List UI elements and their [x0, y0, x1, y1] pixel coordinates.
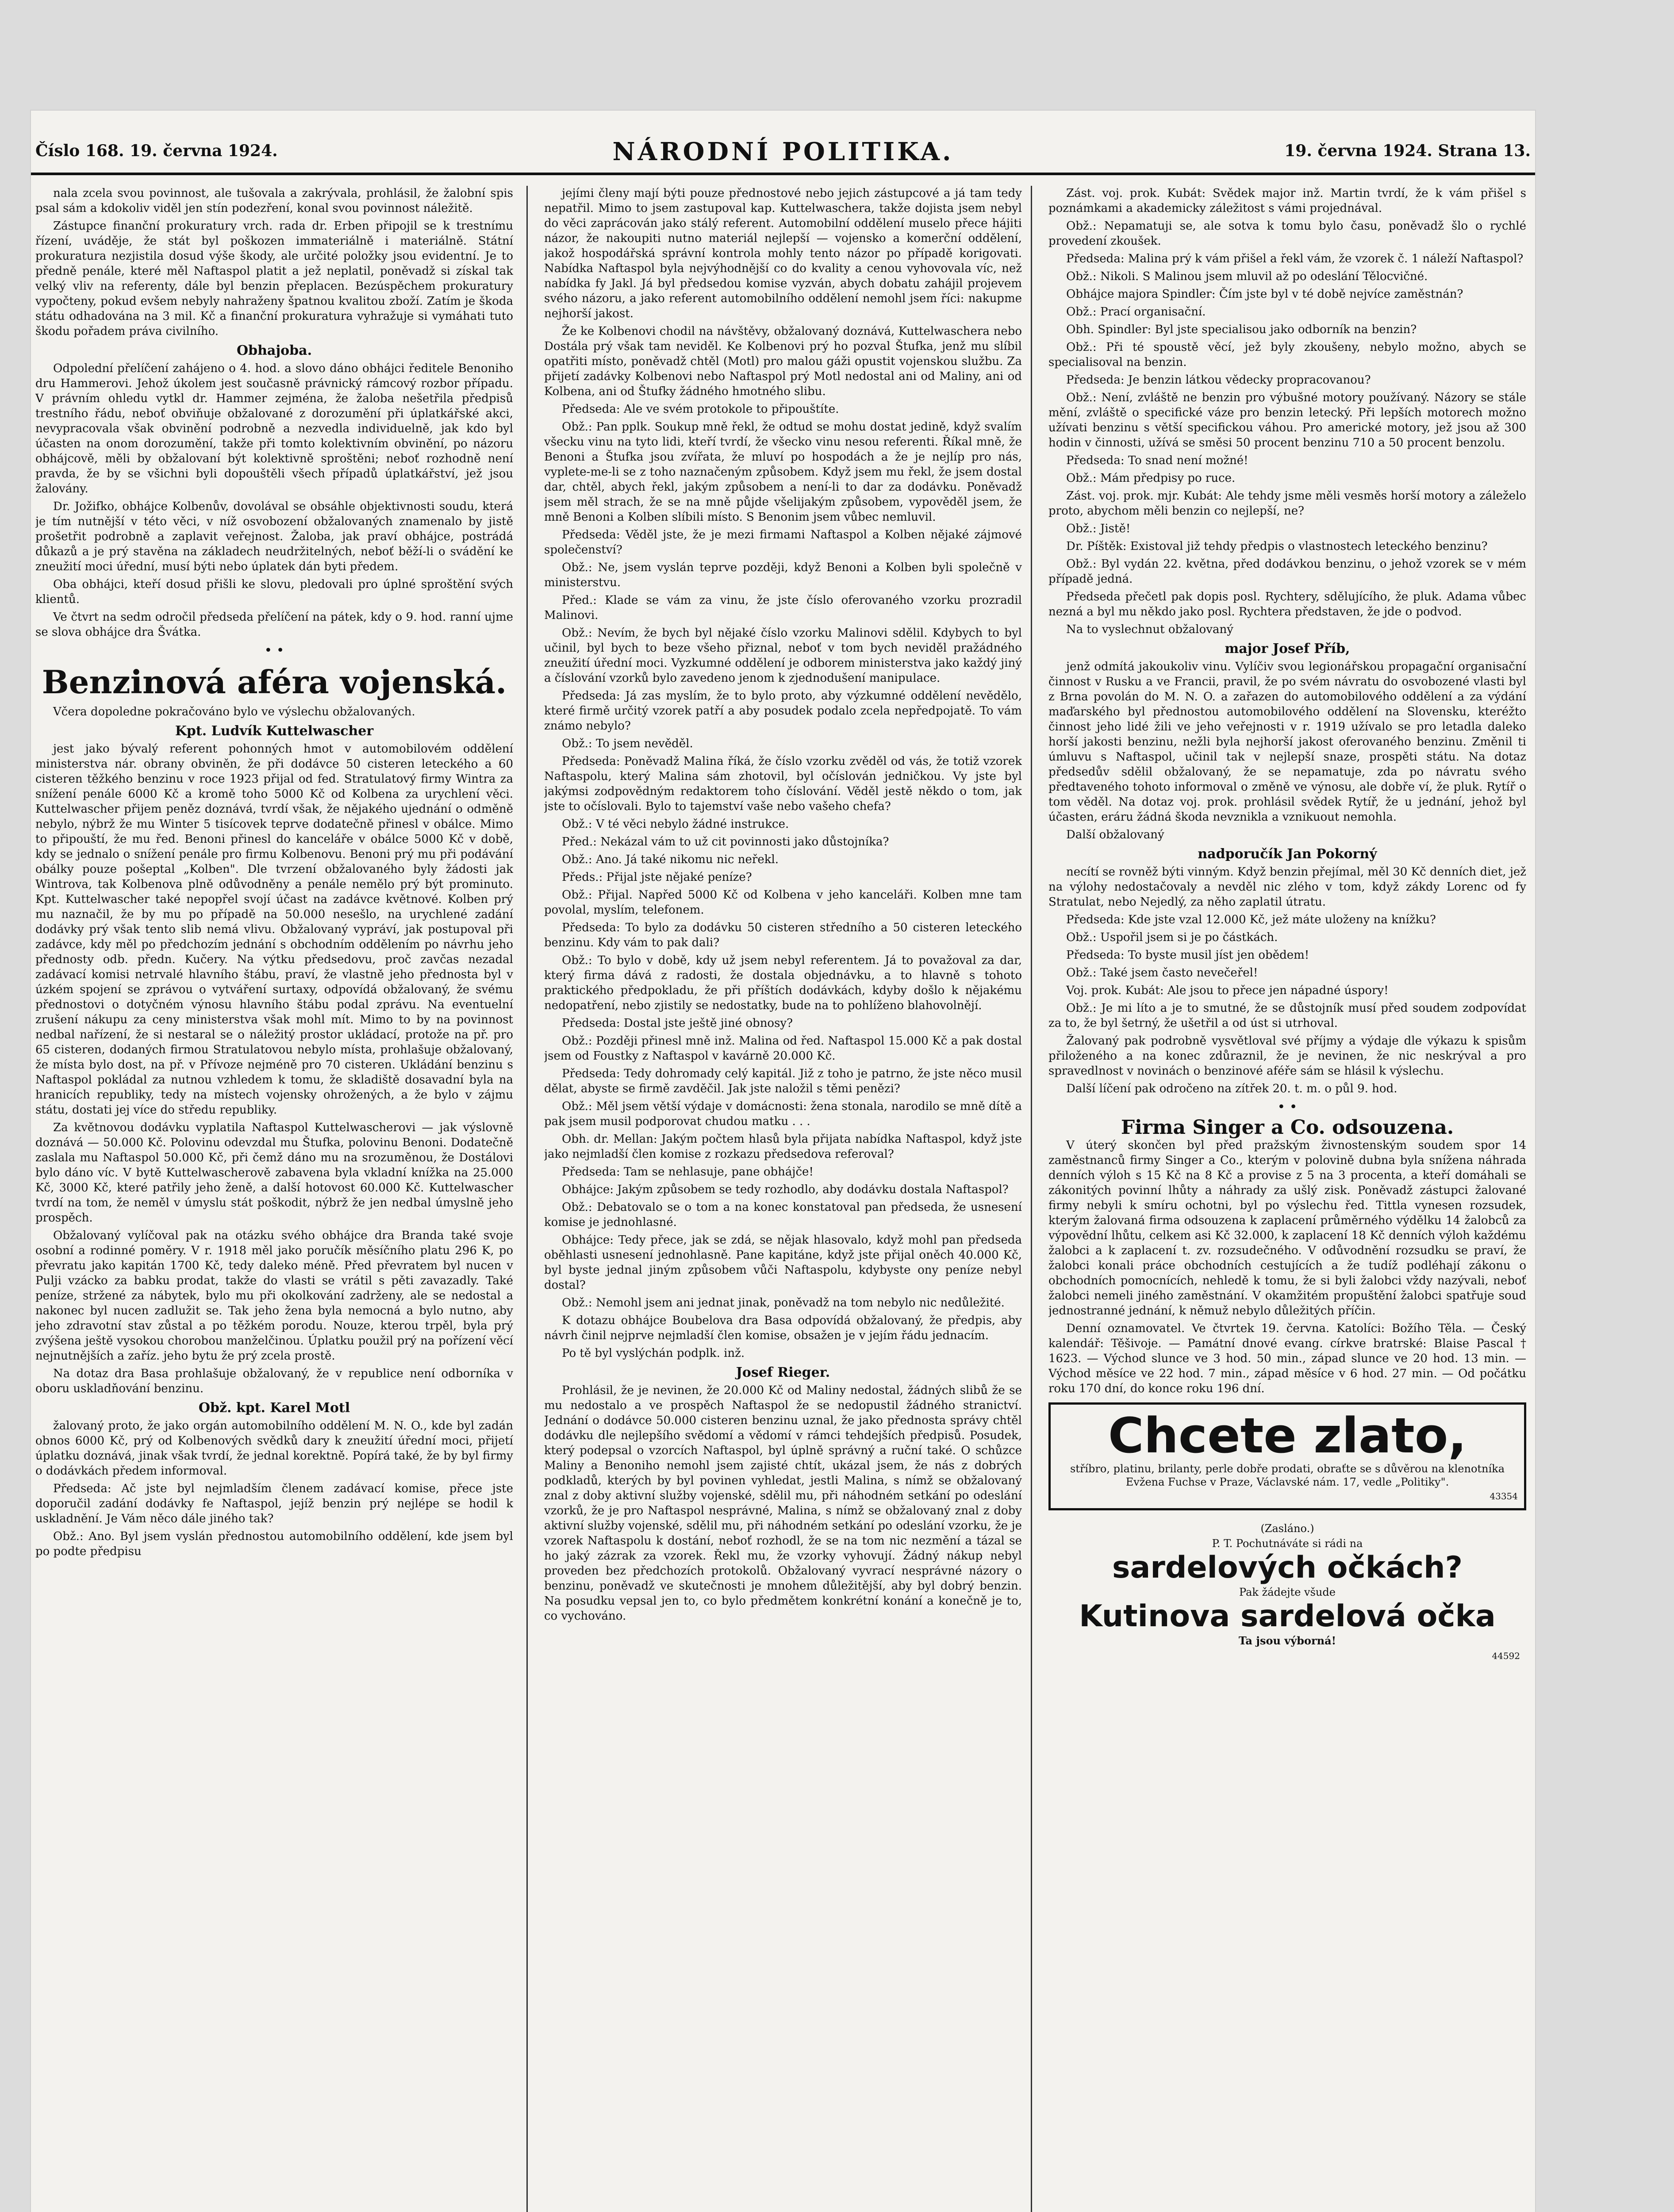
- paragraph: Po tě byl vyslýchán podplk. inž.: [562, 1347, 745, 1360]
- column-3: [1048, 186, 1526, 2212]
- paragraph: Obž.: Při té spoustě věcí, jež byly zkoušeny, nebylo možno, abych se specialisoval na benzin.: [1048, 341, 1526, 369]
- subheading-obhajoba: Obhajoba.: [236, 343, 312, 358]
- paragraph: Obž.: Pan pplk. Soukup mně řekl, že odtud se mohu dostat jedině, když svalím všecku vinu na tyto lidi, kteří tvrdí, že všecko vinu nesou referenti. Říkal mně, že Benoni a Štufka jsou zvířata, že mluví po hospodách a že je nejlíp pro nás, vyplete-me-li se z toho naznačeným způsobem. Když jsem mu řekl, že jsem dostal dar, chtěl, abych řekl, jakým způsobem a není-li to dar za dodávku. Poněvadž jsem měl strach, že se na mně půjde všelijakým způsobem, vypověděl jsem, že mně Benoni a Kolben slíbili místo. S Benonim jsem vůbec nemluvil.: [544, 420, 1022, 524]
- paragraph: Obž.: Přijal. Napřed 5000 Kč od Kolbena v jeho kanceláři. Kolben mne tam povolal, myslím, telefonem.: [544, 888, 1022, 917]
- paragraph: Obž.: To jsem nevěděl.: [562, 737, 693, 750]
- paragraph: Žalovaný pak podrobně vysvětloval své příjmy a výdaje dle výkazu k spisům přiloženého a na konec zdůraznil, že je nevinen, že nic neskrýval a pro spravedlnost v novinách o benzinové aféře sám se hlásil k výslechu.: [1048, 1034, 1526, 1078]
- ad-number: 43354: [1490, 1491, 1518, 1502]
- paragraph: Předseda: Tedy dohromady celý kapitál. Již z toho je patrno, že jste něco musil dělat, abyste se firmě zavděčil. Jak jste naložil s těmi penězi?: [544, 1067, 1022, 1095]
- paragraph: Obž.: Ne, jsem vyslán teprve později, když Benoni a Kolben byli společně v ministerstvu.: [544, 561, 1022, 589]
- paragraph: Další líčení pak odročeno na zítřek 20. t. m. o půl 9. hod.: [1066, 1082, 1398, 1095]
- paragraph: K dotazu obhájce Boubelova dra Basa odpovídá obžalovaný, že předpis, aby návrh činil nejprve nejmladší člen komise, obsažen je v jejím řádu jednacím.: [544, 1314, 1022, 1342]
- paragraph: Předseda: Malina prý k vám přišel a řekl vám, že vzorek č. 1 náleží Naftaspol?: [1066, 252, 1524, 265]
- paragraph: Obž.: Nemohl jsem ani jednat jinak, poněvadž na tom nebylo nic nedůležité.: [562, 1296, 1005, 1310]
- paragraph: jest jako bývalý referent pohonných hmot v automobilovém oddělení ministerstva nár. obrany obviněn, že při dodávce 50 cisteren leteckého a 60 cisteren těžkého benzinu v roce 1923 přijal od fed. Stratulatový firmy Wintra za snížení penále 6000 Kč a kromě toho 5000 Kč od Kolbena za urychlení věci. Kuttelwascher přijem peněz doznává, tvrdí však, že nějakého ujednání o odměně nebylo, nýbrž že mu Winter 5 tisícovek teprve dodatečně přinesl v obálce. Mimo to připouští, že mu řed. Benoni přinesl do kanceláře v obálce 5000 Kč v době, kdy se jednalo o snížení penále pro firmu Kolbenovu. Benoni prý mu při podávání obálky pouze pošeptal „Kolben". Dle tvrzení obžalovaného byly žádosti jak Wintrova, tak Kolbenova plně odůvodněny a penále nemělo prý být prominuto. Kpt. Kuttelwascher také nepopřel svojí účast na zadávce květnové. Kolben prý mu naznačil, že by mu po případě na 50.000 nesešlo, na urychlené zadání dodávky prý však tento slib nemá vlivu. Obžalovaný vypráví, jak postupoval při zadávce, kdy měl po předchozím jednání s obchodním oddělením po návrhu jeho přednosty odb. předn. Kučery. Na výtku předsedovu, proč zavčas nezadal zadávací komisi netrvalé hlavního štábu, praví, že vlastně jeho přednosta byl v úzkém spojení se zprávou o vytváření surtaxy, odpovídá obžalovaný, že svému přednostovi o dotyčném výnosu hlavního štábu podal zprávu. Na eventuelní zrušení nákupu za ceny ministerstva však mohl mít. Mimo to by na povinnost nedbal nařízení, že si nestaral se o náležitý prostor ukládací, protože na př. pro 65 cisteren, dodaných firmou Stratulatovou nebylo místa, prohlašuje obžalovaný, že místa bylo dost, na př. v Přívoze nejméně pro 70 cisteren. Ukládání benzinu s Naftaspol pokládal za nutnou vzhledem k tomu, že skladiště dosavadní byla na hranicích republiky, tedy na místech vojensky ohrožených, a že bylo v zájmu státu, dostati jej více do středu republiky.: [35, 742, 513, 1117]
- paragraph: Obž.: Byl vydán 22. května, před dodávkou benzinu, o jehož vzorek se v mém případě jedná.: [1048, 557, 1526, 586]
- paragraph: Obž.: Také jsem často nevečeřel!: [1066, 966, 1258, 979]
- paragraph: Na to vyslechnut obžalovaný: [1066, 623, 1233, 636]
- daily-notice: Denní oznamovatel. Ve čtvrtek 19. června. Katolíci: Božího Těla. — Český kalendář: Těšivoje. — Památní dnové evang. církve bratrské: Blaise Pascal † 1623. — Východ slunce ve 3 hod. 50 min., západ slunce ve 20 hod. 13 min. — Východ měsíce ve 22 hod. 7 min., západ měsíce v 6 hod. 27 min. — Od počátku roku 170 dní, do konce roku 196 dní.: [1048, 1322, 1526, 1395]
- paragraph: Na dotaz dra Basa prohlašuje obžalovaný, že v republice není odborníka v oboru uskladňování benzinu.: [35, 1367, 513, 1395]
- paragraph: Obž.: Není, zvláště ne benzin pro výbušné motory používaný. Názory se stále mění, zvláště o specifické váze pro benzin letecký. Při lepších motorech možno užívati benzinu s větší specifickou váhou. Pro americké motory, jež jsou až 300 hodin v činnosti, užívá se směsi 50 procent benzinu 710 a 50 procent benzolu.: [1048, 391, 1526, 449]
- paragraph: V úterý skončen byl před pražským živnostenským soudem spor 14 zaměstnanců firmy Singer a Co., kterým v polovině dubna byla snížena náhrada denních výloh s 15 Kč na 8 Kč a provise z 5 na 3 procenta, a kteří domáhali se zákonitých povinní lhůty a náhrady za ušlý zisk. Poněvadž zástupci žalované firmy nebyli k smíru ochotni, byl po výslechu řed. Tittla vynesen rozsudek, kterým žalovaná firma odsouzena k zaplacení průměrného výdělku 14 žalobců za výpovědní lhůtu, celkem asi Kč 32.000, k zaplacení 18 Kč denních výloh každému žalobci a k zaplacení t. zv. rozsudečného. V odůvodnění rozsudku se praví, že žalobci konali práce obchodních cestujících a že tudíž podléhají zákonu o obchodních pomocnících, nehledě k tomu, že si byli žalobci vždy nazývali, neboť žalobci nemeli jiného zaměstnání. V okamžitém propuštění žalobci spatřuje soud jednostranné jednání, k němuž nebylo důležitých příčin.: [1048, 1139, 1526, 1317]
- paragraph: Před.: Klade se vám za vinu, že jste číslo oferovaného vzorku prozradil Malinovi.: [544, 594, 1022, 622]
- paragraph: Zást. voj. prok. Kubát: Svědek major inž. Martin tvrdí, že k vám přišel s poznámkami a akademicky záležitost s vámi projednával.: [1048, 187, 1526, 215]
- paragraph: Obž.: Je mi líto a je to smutné, že se důstojník musí před soudem zodpovídat za to, že byl šetrný, že ušetřil a od úst si utrhoval.: [1048, 1002, 1526, 1030]
- paragraph: Obž.: Ano. Byl jsem vyslán přednostou automobilního oddělení, kde jsem byl po podte předpisu: [35, 1530, 513, 1558]
- paragraph: Oba obhájci, kteří dosud přišli ke slovu, pledovali pro úplné sproštění svých klientů.: [35, 578, 513, 606]
- paragraph: Obžalovaný vylíčoval pak na otázku svého obhájce dra Branda také svoje osobní a rodinné poměry. V r. 1918 měl jako poručík měsíčního platu 296 K, po převratu jako kapitán 1700 Kč, tedy daleko méně. Před převratem byl nucen v Pulji vzácko za babku prodat, takže do vlasti se vrátil s pěti zavazadly. Také peníze, stržené za nábytek, bylo mu při okolkování zadrženy, ale se nedostal a nakonec byl nucen zadlužit se. Tak jeho žena byla nemocná a bylo nutno, aby jeho zdravotní stav zůstal a po těžkém porodu. Nouze, kterou trpěl, byla prý zvýšena ještě vysokou chorobou manželčinou. Úplatku použil prý na pořízení věcí nejnutnějších a zaříz. jeho bytu že prý zcela prostě.: [35, 1229, 513, 1363]
- paragraph: Obž.: Ano. Já také nikomu nic neřekl.: [562, 853, 779, 866]
- paragraph: Včera dopoledne pokračováno bylo ve výslechu obžalovaných.: [53, 705, 415, 718]
- paragraph: Obhájce: Jakým způsobem se tedy rozhodlo, aby dodávku dostala Naftaspol?: [562, 1183, 1009, 1196]
- column-divider: [1031, 186, 1032, 2212]
- article-title-singer: Firma Singer a Co. odsouzena.: [1121, 1116, 1454, 1139]
- paragraph: Předseda: To bylo za dodávku 50 cisteren středního a 50 cisteren leteckého benzinu. Kdy vám to pak dali?: [544, 921, 1022, 949]
- paragraph: Předseda: To byste musil jíst jen obědem!: [1066, 949, 1309, 962]
- paragraph: Obh. Spindler: Byl jste specialisou jako odborník na benzin?: [1066, 323, 1417, 336]
- advertisement-sardines: [1048, 1517, 1526, 1668]
- paragraph: Obž.: Měl jsem větší výdaje v domácnosti: žena stonala, narodilo se mně dítě a pak jsem musil podporovat chudou matku . . .: [544, 1100, 1022, 1128]
- subheading-prib: major Josef Příb,: [1225, 641, 1350, 657]
- paragraph: Předseda: Já zas myslím, že to bylo proto, aby výzkumné oddělení nevědělo, které firmě určitý vzorek patří a aby posudek podalo zcela nepředpojatě. To vám známo nebylo?: [544, 689, 1022, 733]
- paragraph: Obž.: Nevím, že bych byl nějaké číslo vzorku Malinovi sdělil. Kdybych to byl učinil, byl bych to beze všeho přiznal, neboť v tom bych neviděl pražádného zneužití úřední moci. Vyzkumné oddělení je odborem ministerstva jako každý jiný a číslování vzorků bylo zavedeno jenom k zjednodušení manipulace.: [544, 626, 1022, 685]
- paragraph: jejími členy mají býti pouze přednostové nebo jejich zástupcové a já tam tedy nepatřil. Mimo to jsem zastupoval kap. Kuttelwaschera, takže dojista jsem nebyl do věci zaprácován jako stálý referent. Automobilní oddělení muselo přece hájiti názor, že nakoupiti nutno materiál nejlepší — vojensko a komerční oddělení, jakož hospodářská správní kontrola mohly tento názor po případě korigovati. Nabídka Naftaspol byla nejvýhodnější co do kvality a cenou vyhovovala víc, než nabídka fy Jakl. Já byl předsedou komise vyzván, abych dobatu zahájil projevem svého názoru, a jako referent automobilního oddělení nemohl jsem říci: nakupme nejhorší jakost.: [544, 187, 1022, 320]
- subheading-rieger: Josef Rieger.: [736, 1365, 830, 1380]
- paragraph: Obž.: Později přinesl mně inž. Malina od řed. Naftaspol 15.000 Kč a pak dostal jsem od Foustky z Naftaspol v kavárně 20.000 Kč.: [544, 1034, 1022, 1063]
- paragraph: Prohlásil, že je nevinen, že 20.000 Kč od Maliny nedostal, žádných slibů že se mu nedostalo a ve prospěch Naftaspol že se nedopustil žádného stranictví. Jednání o dodávce 50.000 cisteren benzinu uznal, že jako přednosta správy chtěl dodávku dle nejlepšího svědomí a vědomí v rámci tehdejších předpisů. Posudek, který podepsal o vzorcích Naftaspol, byl úplně správný a ruční také. O schůzce Maliny a Benoniho nemohl jsem zajisté chtít, ukázal jsem, že nás z dobrých podkladů, kterých by byl povinen vyhledat, jestli Malina, s nímž se obžalovaný znal z doby aktivní služby vojenské, sdělil mu, při náhodném setkání po odeslání vzorků, že je pro Naftaspol nesprávné, Malina, s nímž se obžalovaný znal z doby aktivní služby vojenské, sdělil mu, při náhodném setkání po odeslání vzorku, že je vzorek Naftaspolu k dostání, neboť rozhodl, že se na tom nic nezmění a tázal se ho jaký zázrak za vzorek. Řekl mu, že vzorky vyhovují. Žádný nákup nebyl proveden bez předchozích protokolů. Obžalovaný vyvrací nesprávné názory o benzinu, poněvadž ve skutečnosti je mnohem důležitější, aby byl dobrý benzin. Na posudku vepsal jen to, co bylo předmětem konkrétní konání a konečně je to, co vychováno.: [544, 1384, 1022, 1623]
- paragraph: Předseda: Poněvadž Malina říká, že číslo vzorku zvěděl od vás, že totiž vzorek Naftaspolu, který Malina sám zhotovil, byl očíslován jedničkou. Vy jste byl jakýmsi zodpovědným redaktorem toho číslování. Věděl jestě někdo o tom, jak jste to očíslovali. Bylo to tajemství vaše nebo vašeho chefa?: [544, 755, 1022, 813]
- column-divider: [526, 186, 528, 2212]
- ad-zaslano: (Zasláno.): [1260, 1522, 1314, 1535]
- paragraph: nala zcela svou povinnost, ale tušovala a zakrývala, prohlásil, že žalobní spis psal sám a kdokoliv viděl jen stín podezření, konal svou povinnost náležitě.: [35, 187, 513, 215]
- paragraph: Obž.: Prací organisační.: [1066, 305, 1206, 319]
- paragraph: Obž.: Uspořil jsem si je po částkách.: [1066, 931, 1278, 944]
- paragraph: necítí se rovněž býti vinným. Když benzin přejímal, měl 30 Kč denních diet, jež na výlohy nedostačovaly a nevděl nic zlého v tom, když zákdy Lorenc od fy Stratulat, nebo Nejedlý, za něho zaplatil útratu.: [1048, 865, 1526, 909]
- masthead: [31, 137, 1535, 175]
- article-title-benzinova-afera: Benzinová aféra vojenská.: [42, 663, 507, 701]
- ad-headline: sardelových očkách?: [1112, 1550, 1463, 1585]
- paragraph: Ve čtvrt na sedm odročil předseda přelíčení na pátek, kdy o 9. hod. ranní ujme se slova obhájce dra Švátka.: [35, 611, 513, 639]
- issue-number: Číslo 168. 19. června 1924.: [35, 142, 278, 160]
- ad-text: stříbro, platinu, brilanty, perle dobře prodati, obraťte se s důvěrou na klenotníka Evžena Fuchse v Praze, Václavské nám. 17, vedle „Politiky".: [1070, 1463, 1505, 1488]
- paragraph: Obž.: Debatovalo se o tom a na konec konstatoval pan předseda, že usnesení komise je jednohlasné.: [544, 1201, 1022, 1229]
- paragraph: Voj. prok. Kubát: Ale jsou to přece jen nápadné úspory!: [1066, 984, 1389, 997]
- date-page: 19. června 1924. Strana 13.: [1284, 142, 1531, 160]
- paragraph: Dr. Jožifko, obhájce Kolbenův, dovolával se obsáhle objektivnosti soudu, která je tím nutnější v této věci, v níž osvobození obžalovaných znamenalo by jistě prošetřit podrobně a zaplavit veřejnost. Žaloba, jak praví obhájce, postrádá důkazů a je prý stavěna na základech neudržitelných, neboť běží-li o svádění ke zneužití moci úřední, musí býti nebo úplatek dán byti předem.: [35, 500, 513, 573]
- ad-lead: P. T. Pochutnáváte si rádi na: [1212, 1537, 1363, 1550]
- paragraph: Obhájce: Tedy přece, jak se zdá, se nějak hlasovalo, když mohl pan předseda oběhlasti usnesení jednohlasně. Pane kapitáne, když jste přijal oněch 40.000 Kč, byl byste jednal jiným způsobem vůči Naftaspolu, kdybyste ony peníze nebyl dostal?: [544, 1233, 1022, 1292]
- paragraph: Obž.: Jistě!: [1066, 522, 1131, 535]
- paragraph: Další obžalovaný: [1066, 828, 1164, 841]
- paragraph: jenž odmítá jakoukoliv vinu. Vylíčiv svou legionářskou propagační organisační činnost v Rusku a ve Francii, pravil, že po svém návratu do osvobozené vlasti byl z Brna povolán do M. N. O. a zařazen do automobilového oddělení a za výdání maďarského byl přednostou automobilového oddělení na Slovensku, kteréžto činnost jeho lidé žili ve jeho veřejnosti v r. 1919 užívalo se pro letadla daleko horší jakosti benzinu, nežli byla nejhorší jakost oferovaného benzinu. Změnil ti úmluvu s Naftaspol, učinil tak v nejlepší snaze, prospěti státu. Na dotaz předsedův sdělil obžalovaný, že se nepamatuje, zda po návratu svého předtaveného tohoto informoval o změně ve výnosu, ale dobře ví, že pluk. Rytíř o tom věděl. Na dotaz voj. prok. prohlásil svědek Rytíř, že u jednání, jehož byl účasten, eráru žádná škoda nevznikla a vznikuout nemohla.: [1048, 660, 1526, 824]
- paragraph: Odpolední přelíčení zahájeno o 4. hod. a slovo dáno obhájci ředitele Benoniho dru Hammerovi. Jehož úkolem jest současně právnický rámcový rozbor případu. V právním ohledu vytkl dr. Hammer zejména, že žaloba nešetřila předpisů trestního řádu, neboť obviňuje obžalované z dorozumění při úplatkářské akci, nevypracovala však obvinění podrobně a nezvedla individuelně, jak kdo byl účasten na onom dorozumění, takže při tomto kolektivním obvinění, po názoru obhájcově, měli by obžalovaní být kolektivně sproštěni; neboť rozhodně není pravda, že by se všichni byli dopouštěli všech případů úplatkářství, jež jsou žalovány.: [35, 362, 513, 495]
- paragraph: Předseda: Kde jste vzal 12.000 Kč, jež máte uloženy na knížku?: [1066, 913, 1436, 926]
- paragraph: žalovaný proto, že jako orgán automobilního oddělení M. N. O., kde byl zadán obnos 6000 Kč, prý od Kolbenových svědků dary k zneužití úřední moci, přijetí úplatku doznává, jinak však tvrdí, že jednal korektně. Popírá také, že by byl firmy o dodávkách předem informoval.: [35, 1419, 513, 1478]
- separator: • •: [1277, 1099, 1298, 1115]
- paragraph: Obž.: V té věci nebylo žádné instrukce.: [562, 818, 789, 831]
- paragraph: Předseda: Ač jste byl nejmladším členem zadávací komise, přece jste doporučil zadání dodávky fe Naftaspol, jejíž benzin prý nejlépe se hodil k uskladnění. Je Vám něco dále jiného tak?: [35, 1482, 513, 1525]
- newspaper-title: NÁRODNÍ POLITIKA.: [612, 137, 954, 166]
- ad-number: 44592: [1492, 1651, 1520, 1661]
- paragraph: Za květnovou dodávku vyplatila Naftaspol Kuttelwascherovi — jak výslovně doznává — 50.000 Kč. Polovinu odevzdal mu Štufka, polovinu Benoni. Dodatečně zaslala mu Naftaspol 50.000 Kč, při čemž dáno mu na srozuměnou, že Dostálovi bylo dáno víc. V bytě Kuttelwascherově zabavena byla vkladní knížka na 25.000 Kč, 3000 Kč, které patřily jeho ženě, a další hotovost 60.000 Kč. Kuttelwascher tvrdí na tom, že neměl v úmyslu stát poškodit, nýbrž že jen nedbal úmyslně jeho prospěch.: [35, 1121, 513, 1225]
- column-2: [544, 186, 1022, 2212]
- subheading-pokorny: nadporučík Jan Pokorný: [1198, 846, 1377, 862]
- ad-tagline: Ta jsou výborná!: [1238, 1634, 1336, 1647]
- newspaper-page: [31, 111, 1535, 2212]
- paragraph: Že ke Kolbenovi chodil na návštěvy, obžalovaný doznává, Kuttelwaschera nebo Dostála prý však tam neviděl. Ke Kolbenovi prý ho pozval Štufka, jenž mu slíbil opatřiti místo, poněvadž chtěl (Motl) pro malou gáži opustit vojenskou službu. Za přijetí zadávky Kolbenovi nebo Naftaspol prý Motl nedostal ani od Maliny, ani od Kolbena, ani od Štufky žádného hmotného slibu.: [544, 325, 1022, 398]
- ad-text: Pak žádejte všude: [1239, 1586, 1336, 1598]
- paragraph: Předseda: To snad není možné!: [1066, 454, 1248, 467]
- paragraph: Dr. Píštěk: Existoval již tehdy předpis o vlastnostech leteckého benzinu?: [1066, 540, 1488, 553]
- column-1: [35, 186, 513, 2212]
- paragraph: Předseda přečetl pak dopis posl. Rychtery, sdělujícího, že pluk. Adama vůbec nezná a byl mu někdo jako posl. Rychtera představen, že jde o podvod.: [1048, 590, 1526, 618]
- paragraph: Zást. voj. prok. mjr. Kubát: Ale tehdy jsme měli vesměs horší motory a záleželo proto, abychom měli benzin co nejlepší, ne?: [1048, 489, 1526, 518]
- subheading-motl: Obž. kpt. Karel Motl: [198, 1400, 350, 1416]
- ad-brand: Kutinova sardelová očka: [1079, 1599, 1496, 1634]
- paragraph: Předseda: Tam se nehlasuje, pane obhájče!: [562, 1165, 814, 1179]
- ad-headline: Chcete zlato,: [1108, 1407, 1467, 1464]
- paragraph: Předseda: Ale ve svém protokole to připouštíte.: [562, 403, 839, 416]
- paragraph: Předseda: Je benzin látkou vědecky propracovanou?: [1066, 373, 1371, 387]
- paragraph: Obž.: Nepamatuji se, ale sotva k tomu bylo času, poněvadž šlo o rychlé provedení zkoušek.: [1048, 219, 1526, 248]
- paragraph: Předseda: Věděl jste, že je mezi firmami Naftaspol a Kolben nějaké zájmové společenství?: [544, 528, 1022, 557]
- paragraph: Obh. dr. Mellan: Jakým počtem hlasů byla přijata nabídka Naftaspol, když jste jako nejmladší člen komise z rozkazu předsedova referoval?: [544, 1133, 1022, 1161]
- paragraph: Obž.: Nikoli. S Malinou jsem mluvil až po odeslání Tělocvičné.: [1066, 270, 1428, 283]
- subheading-kuttelwascher: Kpt. Ludvík Kuttelwascher: [175, 723, 374, 739]
- paragraph: Předseda: Dostal jste ještě jiné obnosy?: [562, 1017, 793, 1030]
- paragraph: Obž.: To bylo v době, kdy už jsem nebyl referentem. Já to považoval za dar, který firma dává z radosti, že dostala objednávku, a to hlavně s tohoto praktického předpokladu, že při příštích dodávkách, kdyby došlo k nějakému nedopatření, nebo zjistily se nedostatky, bude na to pohlíženo blahovolnějí.: [544, 954, 1022, 1012]
- paragraph: Předs.: Přijal jste nějaké peníze?: [562, 871, 752, 884]
- paragraph: Zástupce finanční prokuratury vrch. rada dr. Erben připojil se k trestnímu řízení, uváděje, že stát byl poškozen immateriálně i materiálně. Státní prokuratura nezjistila dosud výše škody, ale určité položky jsou evidentní. Je to předně penále, které měl Naftaspol platit a jež neplatil, poněvadž si získal tak velký vliv na referenty, dále byl benzin přeplacen. Bezúspěchem prokuratury vypočteny, pokud evšem nebyly nahraženy špatnou kvalitou zboží. Zatím je škoda státu odhadována na 3 mil. Kč a finanční prokuratura vyhražuje si vymáhati tuto škodu pořadem práva civilního.: [35, 219, 513, 338]
- paragraph: Obhájce majora Spindler: Čím jste byl v té době nejvíce zaměstnán?: [1066, 288, 1463, 301]
- paragraph: Před.: Nekázal vám to už cit povinnosti jako důstojníka?: [562, 835, 889, 849]
- paragraph: Obž.: Mám předpisy po ruce.: [1066, 472, 1236, 485]
- advertisement-gold: [1048, 1402, 1526, 1510]
- separator: • •: [264, 643, 284, 658]
